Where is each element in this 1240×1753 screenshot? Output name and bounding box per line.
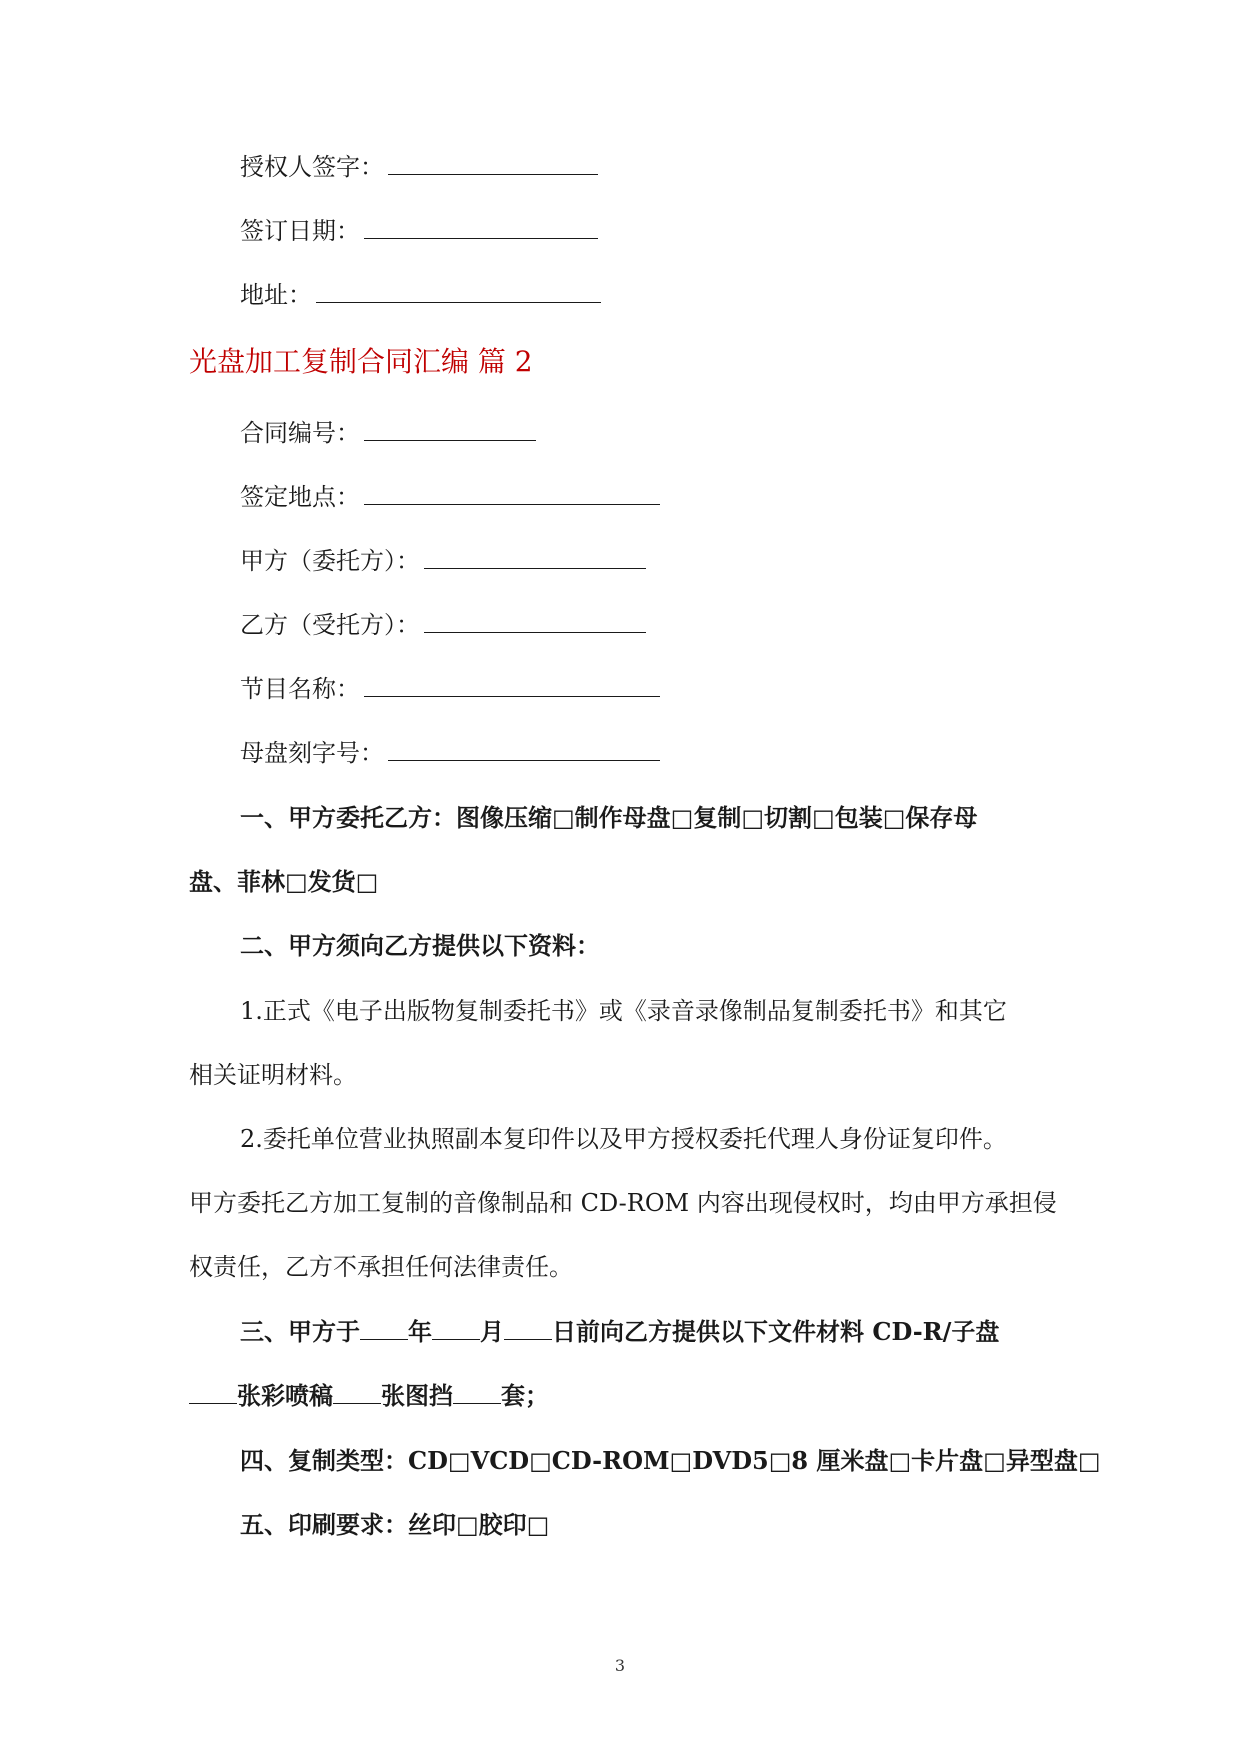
sign-place-label: 签定地点： xyxy=(240,483,360,511)
clause2-item1-line1: 1.正式《电子出版物复制委托书》或《录音录像制品复制委托书》和其它 xyxy=(240,997,1007,1025)
sign-place-row xyxy=(0,480,1240,514)
authorized-signature-blank[interactable] xyxy=(388,152,598,175)
sign-date-label: 签订日期： xyxy=(240,217,360,245)
year-blank[interactable] xyxy=(360,1317,408,1340)
cdr-count-blank[interactable] xyxy=(189,1381,237,1404)
party-a-row xyxy=(0,544,1240,578)
address-blank[interactable] xyxy=(316,280,601,303)
clause2-item2-line2: 甲方委托乙方加工复制的音像制品和 CD-ROM 内容出现侵权时，均由甲方承担侵 xyxy=(189,1189,1057,1217)
contract-no-row xyxy=(0,416,1240,450)
program-name-label: 节目名称： xyxy=(240,675,360,703)
party-b-label: 乙方（受托方）： xyxy=(240,611,420,639)
clause1-line1: 一、甲方委托乙方：图像压缩□制作母盘□复制□切割□包装□保存母 xyxy=(240,803,978,832)
clause3-line1 xyxy=(0,1315,1240,1349)
sign-place-blank[interactable] xyxy=(364,482,660,505)
master-id-blank[interactable] xyxy=(388,738,660,761)
program-name-row xyxy=(0,672,1240,706)
clause4: 四、复制类型：CD□VCD□CD-ROM□DVD5□8 厘米盘□卡片盘□异型盘□ xyxy=(240,1446,1101,1475)
day-blank[interactable] xyxy=(504,1317,552,1340)
contract-no-blank[interactable] xyxy=(364,418,536,441)
program-name-blank[interactable] xyxy=(364,674,660,697)
clause3-part1: 三、甲方于 xyxy=(240,1317,360,1346)
clause3-part3: 月 xyxy=(480,1317,504,1346)
authorized-signature-label: 授权人签字： xyxy=(240,153,384,181)
clause1-line2: 盘、菲林□发货□ xyxy=(189,867,379,896)
month-blank[interactable] xyxy=(432,1317,480,1340)
clause3-part2: 年 xyxy=(408,1317,432,1346)
master-id-label: 母盘刻字号： xyxy=(240,739,384,767)
address-row xyxy=(0,278,1240,312)
section-heading: 光盘加工复制合同汇编 篇 2 xyxy=(189,345,533,378)
clause5: 五、印刷要求：丝印□胶印□ xyxy=(240,1510,550,1539)
master-id-row xyxy=(0,736,1240,770)
color-print-count-blank[interactable] xyxy=(333,1381,381,1404)
party-a-blank[interactable] xyxy=(424,546,646,569)
clause3-part7: 套； xyxy=(501,1381,549,1410)
clause3-part6: 张图挡 xyxy=(381,1381,453,1410)
clause3-part5: 张彩喷稿 xyxy=(237,1381,333,1410)
page-number: 3 xyxy=(614,1656,626,1675)
address-label: 地址： xyxy=(240,281,312,309)
party-a-label: 甲方（委托方）： xyxy=(240,547,420,575)
sign-date-row xyxy=(0,214,1240,248)
clause2-item2-line1: 2.委托单位营业执照副本复印件以及甲方授权委托代理人身份证复印件。 xyxy=(240,1125,1007,1153)
clause2-item1-line2: 相关证明材料。 xyxy=(189,1061,357,1089)
clause2-item2-line3: 权责任，乙方不承担任何法律责任。 xyxy=(189,1253,573,1281)
clause3-line2 xyxy=(0,1379,1240,1413)
party-b-blank[interactable] xyxy=(424,610,646,633)
party-b-row xyxy=(0,608,1240,642)
sign-date-blank[interactable] xyxy=(364,216,598,239)
contract-no-label: 合同编号： xyxy=(240,419,360,447)
authorized-signature-row xyxy=(0,150,1240,184)
clause3-part4: 日前向乙方提供以下文件材料 CD-R/子盘 xyxy=(552,1317,1000,1346)
set-count-blank[interactable] xyxy=(453,1381,501,1404)
clause2-title: 二、甲方须向乙方提供以下资料： xyxy=(240,931,600,960)
